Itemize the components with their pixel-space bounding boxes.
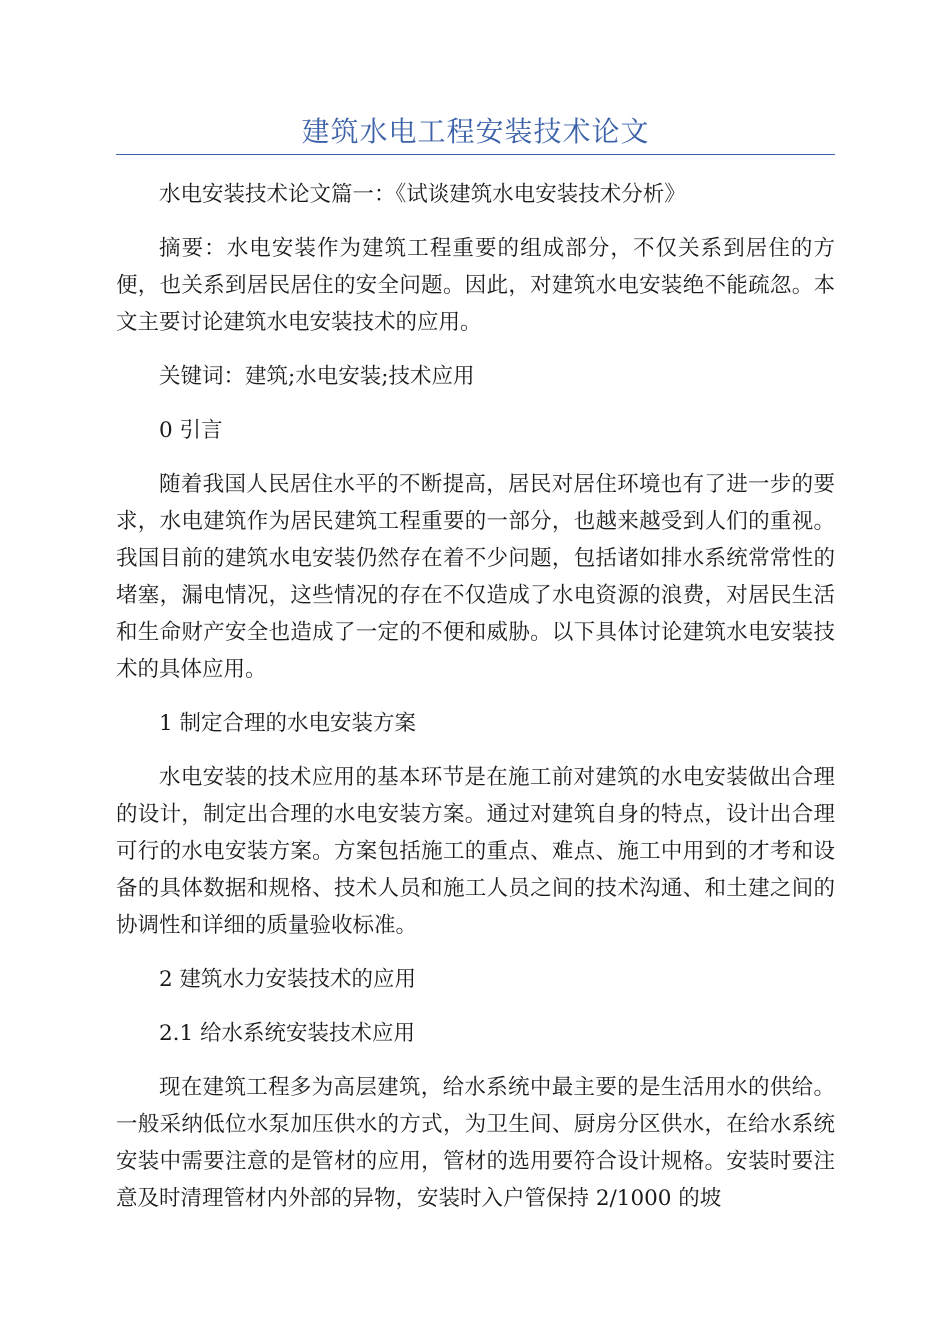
article-heading: 水电安装技术论文篇一：《试谈建筑水电安装技术分析》	[159, 182, 686, 207]
subsection-heading-2-1: 2.1 给水系统安装技术应用	[159, 1021, 416, 1046]
title-underline	[116, 154, 835, 155]
subsection-2-1-paragraph: 现在建筑工程多为高层建筑，给水系统中最主要的是生活用水的供给。一般采纳低位水泵加压供水的方式，为卫生间、厨房分区供水，在给水系统安装中需要注意的是管材的应用，管材的选用要符合设计规格。安装时要注意及时清理管材内外部的异物，安装时入户管保持 2/1000 的坡	[116, 1075, 835, 1211]
abstract-paragraph: 摘要：水电安装作为建筑工程重要的组成部分，不仅关系到居住的方便，也关系到居民居住的安全问题。因此，对建筑水电安装绝不能疏忽。本文主要讨论建筑水电安装技术的应用。	[116, 236, 835, 335]
section-heading-introduction: 0 引言	[159, 418, 223, 443]
section-heading-1: 1 制定合理的水电安装方案	[159, 711, 417, 736]
keywords-line: 关键词：建筑;水电安装;技术应用	[159, 364, 475, 389]
section-heading-2: 2 建筑水力安装技术的应用	[159, 967, 417, 992]
document-body	[116, 176, 835, 1234]
document-title: 建筑水电工程安装技术论文	[301, 115, 650, 148]
introduction-paragraph: 随着我国人民居住水平的不断提高，居民对居住环境也有了进一步的要求，水电建筑作为居民建筑工程重要的一部分，也越来越受到人们的重视。我国目前的建筑水电安装仍然存在着不少问题，包括诸如排水系统常常性的堵塞，漏电情况，这些情况的存在不仅造成了水电资源的浪费，对居民生活和生命财产安全也造成了一定的不便和威胁。以下具体讨论建筑水电安装技术的具体应用。	[116, 472, 835, 682]
section-1-paragraph: 水电安装的技术应用的基本环节是在施工前对建筑的水电安装做出合理的设计，制定出合理的水电安装方案。通过对建筑自身的特点，设计出合理可行的水电安装方案。方案包括施工的重点、难点、施工中用到的才考和设备的具体数据和规格、技术人员和施工人员之间的技术沟通、和土建之间的协调性和详细的质量验收标准。	[116, 765, 835, 938]
